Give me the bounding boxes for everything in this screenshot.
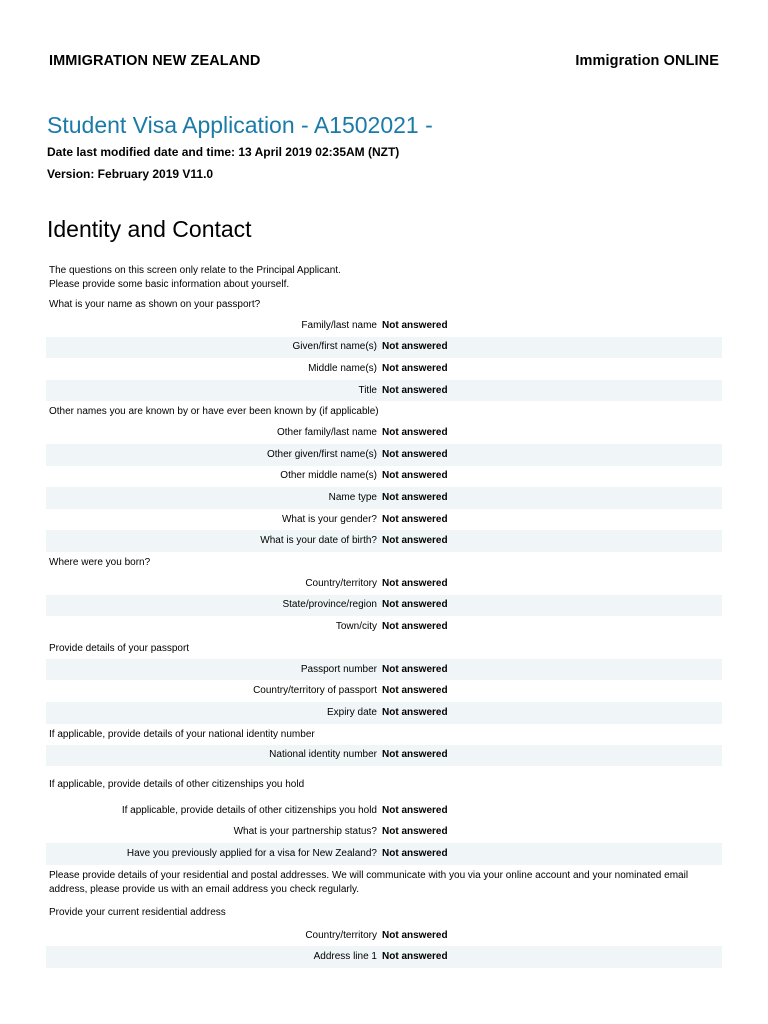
- field-label: Title: [358, 384, 377, 396]
- field-label: What is your date of birth?: [260, 535, 377, 547]
- answer-row: [46, 573, 722, 595]
- field-value: Not answered: [382, 491, 448, 503]
- field-value: Not answered: [382, 929, 448, 941]
- field-value: Not answered: [382, 951, 448, 963]
- field-label: Address line 1: [313, 951, 377, 963]
- field-label: What is your gender?: [281, 513, 377, 525]
- answer-row: [46, 925, 722, 947]
- answer-row: [46, 595, 722, 617]
- field-value: Not answered: [382, 448, 448, 460]
- field-value: Not answered: [382, 663, 448, 675]
- field-label: Country/territory: [305, 577, 377, 589]
- field-label: Expiry date: [326, 706, 377, 718]
- field-label: State/province/region: [282, 599, 377, 611]
- field-value: Not answered: [382, 427, 448, 439]
- field-value: Not answered: [382, 620, 448, 632]
- answer-row: [46, 444, 722, 466]
- field-label: Country/territory of passport: [253, 685, 377, 697]
- answer-row: [46, 800, 722, 822]
- field-value: Not answered: [382, 362, 448, 374]
- version-info: Version: February 2019 V11.0: [47, 167, 214, 181]
- field-value: Not answered: [382, 804, 448, 816]
- answer-row: [46, 659, 722, 681]
- field-value: Not answered: [382, 577, 448, 589]
- question-national-id: If applicable, provide details of your national identity number: [49, 728, 315, 740]
- agency-name: IMMIGRATION NEW ZEALAND: [49, 53, 261, 69]
- question-passport: Provide details of your passport: [49, 642, 190, 654]
- answer-row: [46, 680, 722, 702]
- section-heading: Identity and Contact: [47, 216, 252, 242]
- field-value: Not answered: [382, 535, 448, 547]
- field-label: What is your partnership status?: [233, 826, 377, 838]
- answer-row: [46, 315, 722, 337]
- answer-row: [46, 509, 722, 531]
- answer-row: [46, 822, 722, 844]
- intro-line: Please provide some basic information about yourself.: [49, 279, 290, 290]
- system-name: Immigration ONLINE: [575, 53, 719, 69]
- field-label: Name type: [328, 491, 377, 503]
- answer-row: [46, 745, 722, 767]
- answer-row: [46, 337, 722, 359]
- form-content: [46, 262, 722, 968]
- field-label: Given/first name(s): [292, 341, 377, 353]
- question-passport-name: What is your name as shown on your passport?: [49, 299, 261, 310]
- intro-text: [46, 262, 722, 294]
- field-label: Other family/last name: [276, 427, 377, 439]
- field-value: Not answered: [382, 599, 448, 611]
- answer-row: [46, 843, 722, 865]
- field-label: Town/city: [335, 620, 377, 632]
- answer-row: [46, 487, 722, 509]
- field-value: Not answered: [382, 749, 448, 761]
- answer-row: [46, 380, 722, 402]
- question-citizenships: If applicable, provide details of other citizenships you hold: [49, 779, 305, 791]
- field-label: Other given/first name(s): [266, 448, 377, 460]
- field-value: Not answered: [382, 826, 448, 838]
- field-label: Other middle name(s): [280, 470, 377, 482]
- field-value: Not answered: [382, 319, 448, 331]
- field-label: If applicable, provide details of other citizenships you hold: [121, 804, 377, 816]
- field-value: Not answered: [382, 513, 448, 525]
- question-residential-address: Provide your current residential address: [49, 906, 226, 918]
- field-label: National identity number: [269, 749, 377, 761]
- field-label: Middle name(s): [308, 362, 377, 374]
- field-value: Not answered: [382, 341, 448, 353]
- field-value: Not answered: [382, 384, 448, 396]
- field-label: Family/last name: [301, 319, 377, 331]
- answer-row: [46, 422, 722, 444]
- last-modified: Date last modified date and time: 13 April 2019 02:35AM (NZT): [47, 145, 400, 159]
- intro-line: The questions on this screen only relate to the Principal Applicant.: [49, 265, 341, 276]
- question-birthplace: Where were you born?: [49, 556, 151, 568]
- field-label: Have you previously applied for a visa for New Zealand?: [126, 848, 377, 860]
- application-title: Student Visa Application - A1502021 -: [47, 112, 433, 138]
- answer-row: [46, 530, 722, 552]
- field-value: Not answered: [382, 470, 448, 482]
- question-addresses: Please provide details of your residential and postal addresses. We will communicate with you via your online account and your nominated email address, please provide us with an email address you check regularly.: [49, 869, 689, 895]
- answer-row: [46, 466, 722, 488]
- question-other-names: Other names you are known by or have ever been known by (if applicable): [49, 406, 379, 418]
- answer-row: [46, 616, 722, 638]
- field-value: Not answered: [382, 706, 448, 718]
- field-value: Not answered: [382, 685, 448, 697]
- page-header: [49, 53, 719, 69]
- answer-row: [46, 358, 722, 380]
- field-value: Not answered: [382, 848, 448, 860]
- answer-row: [46, 946, 722, 968]
- field-label: Country/territory: [305, 929, 377, 941]
- field-label: Passport number: [300, 663, 377, 675]
- answer-row: [46, 702, 722, 724]
